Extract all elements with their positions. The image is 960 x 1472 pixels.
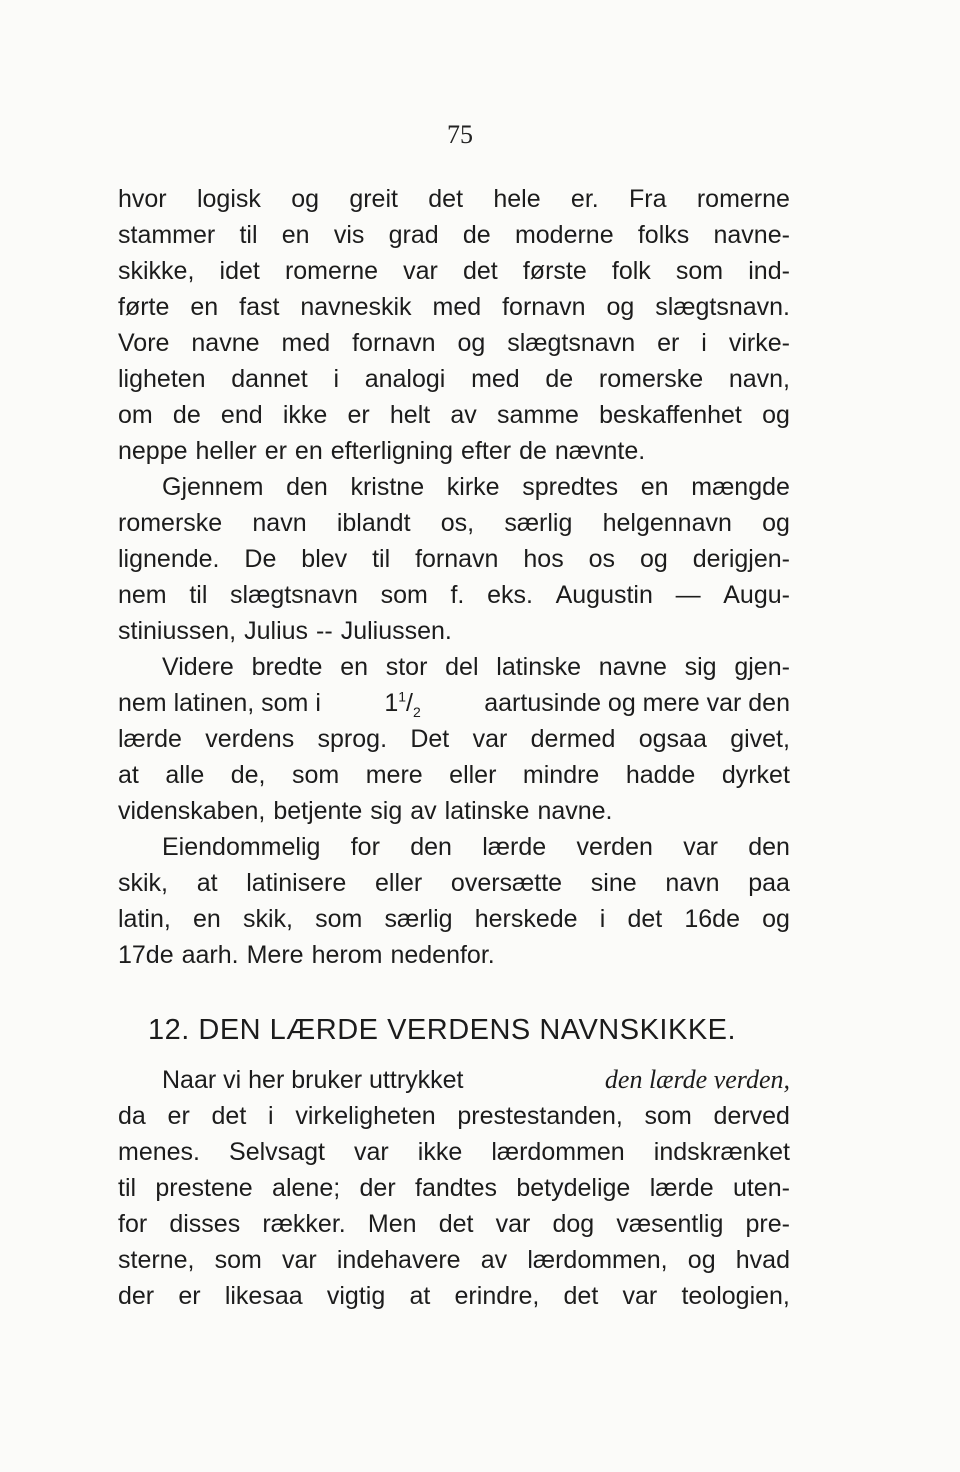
word: — xyxy=(675,581,701,609)
word: til xyxy=(118,1174,137,1202)
word: de, xyxy=(230,761,266,789)
word: med xyxy=(432,293,482,321)
word: hos xyxy=(523,545,564,573)
text-line xyxy=(118,1098,790,1134)
text-line xyxy=(118,397,790,433)
word: kristne xyxy=(350,473,425,501)
word: væsentlig xyxy=(616,1210,724,1238)
text-line xyxy=(118,505,790,541)
word: ind- xyxy=(748,257,790,285)
word: var xyxy=(354,1138,389,1166)
word: sprog. xyxy=(317,725,388,753)
word: skik, xyxy=(118,869,168,897)
word: sig xyxy=(684,653,717,681)
word: Vore xyxy=(118,329,170,357)
word: blev xyxy=(301,545,348,573)
word: paa xyxy=(748,869,790,897)
word: romerske xyxy=(118,509,223,537)
word: de xyxy=(462,221,491,249)
word: gjen- xyxy=(734,653,790,681)
word: særlig xyxy=(504,509,573,537)
text-line xyxy=(118,541,790,577)
word: likesaa xyxy=(224,1282,303,1310)
text-line-with-fraction xyxy=(118,685,790,721)
word: Fra xyxy=(629,185,667,213)
word: lærde xyxy=(118,725,182,753)
text-line xyxy=(118,1278,790,1314)
word: indehavere xyxy=(336,1246,461,1274)
word: eller xyxy=(374,869,423,897)
word: hvor xyxy=(118,185,167,213)
page-number: 75 xyxy=(447,120,473,149)
word: ikke xyxy=(282,401,328,429)
text-line xyxy=(118,1170,790,1206)
text-line xyxy=(118,433,790,469)
word: eller xyxy=(449,761,497,789)
word: stor xyxy=(385,653,428,681)
word: samme xyxy=(497,401,579,429)
word: de xyxy=(172,401,201,429)
word: Augu- xyxy=(723,581,790,609)
word: mere xyxy=(365,761,423,789)
word: erindre, xyxy=(454,1282,540,1310)
word: der xyxy=(118,1282,155,1310)
word: med xyxy=(471,365,520,393)
word: sterne, xyxy=(118,1246,195,1274)
word: latinske xyxy=(444,797,530,825)
word: latinisere xyxy=(246,869,347,897)
word: beskaffenhet xyxy=(599,401,742,429)
word: herskede xyxy=(474,905,578,933)
word: givet, xyxy=(730,725,790,753)
word: som xyxy=(292,761,340,789)
word: folks xyxy=(637,221,690,249)
word: oversætte xyxy=(450,869,563,897)
word: slægtsnavn xyxy=(507,329,636,357)
text-line xyxy=(118,793,790,829)
word: en xyxy=(294,437,323,465)
word: er xyxy=(264,437,287,465)
text-segment: Naar vi her bruker uttrykket xyxy=(162,1066,464,1094)
word: av xyxy=(410,797,437,825)
word: hadde xyxy=(625,761,696,789)
word: Selvsagt xyxy=(229,1138,325,1166)
word: og xyxy=(606,293,635,321)
word: til xyxy=(372,545,391,573)
word: vis xyxy=(333,221,365,249)
word: Eiendommelig xyxy=(162,833,321,861)
text-line xyxy=(118,361,790,397)
text-line-with-italic xyxy=(162,1062,790,1098)
word: og xyxy=(639,545,668,573)
word: var xyxy=(683,833,718,861)
fraction: $1^1/_2$ xyxy=(384,688,421,720)
word: lignende. xyxy=(118,545,220,573)
word: som xyxy=(644,1102,692,1130)
word: det xyxy=(462,257,498,285)
word: analogi xyxy=(364,365,446,393)
word: første xyxy=(522,257,587,285)
word: i xyxy=(333,365,340,393)
word: den xyxy=(410,833,452,861)
text-line xyxy=(118,325,790,361)
word: 17de xyxy=(118,941,174,969)
word: betydelige xyxy=(516,1174,631,1202)
text-line xyxy=(118,901,790,937)
text-line xyxy=(162,829,790,865)
word: navne- xyxy=(713,221,790,249)
word: del xyxy=(445,653,479,681)
text-line xyxy=(162,469,790,505)
word: stiniussen, xyxy=(118,617,237,645)
word: er xyxy=(167,1102,190,1130)
word: Det xyxy=(410,725,450,753)
word: i xyxy=(268,1102,274,1130)
word: iblandt xyxy=(336,509,411,537)
word: aarh. xyxy=(181,941,239,969)
word: dermed xyxy=(530,725,616,753)
section-heading: 12. DEN LÆRDE VERDENS NAVNSKIKKE. xyxy=(148,1014,737,1046)
word: romerske xyxy=(598,365,704,393)
word: latin, xyxy=(118,905,171,933)
word: fornavn xyxy=(352,329,436,357)
word: Men xyxy=(367,1210,417,1238)
word: hele xyxy=(493,185,541,213)
word: der xyxy=(359,1174,396,1202)
word: og xyxy=(291,185,319,213)
word: nem xyxy=(118,581,167,609)
word: for xyxy=(118,1210,148,1238)
word: skikke, xyxy=(118,257,195,285)
word: romerne xyxy=(284,257,379,285)
word: at xyxy=(118,761,139,789)
word: menes. xyxy=(118,1138,200,1166)
word: navne xyxy=(598,653,667,681)
word: hvad xyxy=(735,1246,790,1274)
word: den xyxy=(286,473,328,501)
word: en xyxy=(281,221,310,249)
word: heller xyxy=(195,437,257,465)
word: at xyxy=(196,869,218,897)
italic-phrase: den lærde verden, xyxy=(604,1065,790,1094)
word: særlig xyxy=(384,905,453,933)
word: verdens xyxy=(205,725,295,753)
text-line xyxy=(118,217,790,253)
word: til xyxy=(239,221,258,249)
word: mindre xyxy=(522,761,600,789)
word: disses xyxy=(169,1210,241,1238)
word: bredte xyxy=(251,653,323,681)
word: med xyxy=(281,329,331,357)
word: det xyxy=(428,185,464,213)
word: var xyxy=(495,1210,531,1238)
word: er xyxy=(347,401,370,429)
word: de xyxy=(545,365,574,393)
word: lærde xyxy=(482,833,547,861)
word: som xyxy=(214,1246,262,1274)
word: os, xyxy=(440,509,475,537)
word: mængde xyxy=(691,473,790,501)
word: f. xyxy=(450,581,465,609)
word: navn xyxy=(252,509,307,537)
word: os xyxy=(588,545,616,573)
word: da xyxy=(118,1102,146,1130)
word: var xyxy=(403,257,438,285)
word: fornavn xyxy=(502,293,586,321)
text-segment: nem latinen, som i xyxy=(118,689,321,717)
word: verden xyxy=(576,833,653,861)
word: de xyxy=(519,437,547,465)
word: ogsaa xyxy=(638,725,707,753)
word: er xyxy=(178,1282,201,1310)
text-line xyxy=(162,649,790,685)
word: alene; xyxy=(272,1174,341,1202)
text-line xyxy=(118,181,790,217)
text-line xyxy=(118,1242,790,1278)
word: om xyxy=(118,401,153,429)
word: en xyxy=(640,473,669,501)
word: av xyxy=(480,1246,508,1274)
word: fast xyxy=(239,293,280,321)
word: videnskaben, xyxy=(118,797,266,825)
text-segment: aartusinde og mere var den xyxy=(484,689,790,717)
word: vigtig xyxy=(326,1282,386,1310)
word: for xyxy=(350,833,380,861)
word: prestene xyxy=(155,1174,253,1202)
word: spredtes xyxy=(522,473,619,501)
word: Videre xyxy=(162,653,234,681)
word: eks. xyxy=(487,581,533,609)
word: 16de xyxy=(684,905,740,933)
word: efterligning xyxy=(330,437,454,465)
word: i xyxy=(599,905,606,933)
word: og xyxy=(762,509,790,537)
word: -- xyxy=(316,617,333,645)
text-line xyxy=(118,1206,790,1242)
word: navne. xyxy=(537,797,613,825)
word: navneskik xyxy=(300,293,412,321)
word: end xyxy=(220,401,263,429)
word: rækker. xyxy=(262,1210,346,1238)
word: derved xyxy=(713,1102,790,1130)
text-line xyxy=(118,1134,790,1170)
text-line xyxy=(118,577,790,613)
word: ikke xyxy=(417,1138,463,1166)
word: fornavn xyxy=(415,545,499,573)
word: navne xyxy=(191,329,260,357)
word: sine xyxy=(590,869,637,897)
word: helgennavn xyxy=(602,509,732,537)
word: av xyxy=(450,401,477,429)
word: indskrænket xyxy=(653,1138,790,1166)
text-line xyxy=(118,289,790,325)
word: lærdommen xyxy=(491,1138,625,1166)
word: greit xyxy=(349,185,398,213)
word: derigjen- xyxy=(692,545,790,573)
word: er. xyxy=(570,185,599,213)
word: var xyxy=(622,1282,658,1310)
word: at xyxy=(409,1282,431,1310)
word: herom xyxy=(311,941,383,969)
word: moderne xyxy=(514,221,614,249)
word: teologien, xyxy=(681,1282,790,1310)
word: Augustin xyxy=(555,581,653,609)
word: lærde xyxy=(649,1174,714,1202)
word: De xyxy=(244,545,277,573)
word: betjente xyxy=(273,797,363,825)
word: slægtsnavn. xyxy=(655,293,790,321)
word: som xyxy=(675,257,724,285)
text-line xyxy=(118,721,790,757)
word: er xyxy=(657,329,680,357)
word: var xyxy=(281,1246,317,1274)
word: lærdommen, xyxy=(527,1246,668,1274)
word: prestestanden, xyxy=(457,1102,623,1130)
word: romerne xyxy=(696,185,790,213)
word: i xyxy=(701,329,707,357)
word: en xyxy=(340,653,368,681)
word: efter xyxy=(461,437,512,465)
word: en xyxy=(192,905,221,933)
word: slægtsnavn xyxy=(230,581,358,609)
word: Julius xyxy=(244,617,309,645)
word: virke- xyxy=(728,329,790,357)
text-line xyxy=(118,613,790,649)
word: det xyxy=(563,1282,599,1310)
word: førte xyxy=(118,293,170,321)
text-line xyxy=(118,757,790,793)
word: det xyxy=(438,1210,474,1238)
word: kirke xyxy=(446,473,500,501)
word: dog xyxy=(552,1210,595,1238)
word: idet xyxy=(219,257,260,285)
word: og xyxy=(762,401,790,429)
word: og xyxy=(687,1246,716,1274)
word: det xyxy=(627,905,663,933)
word: grad xyxy=(388,221,439,249)
text-line xyxy=(118,865,790,901)
word: fandtes xyxy=(415,1174,498,1202)
word: som xyxy=(380,581,428,609)
word: neppe xyxy=(118,437,188,465)
word: og xyxy=(457,329,486,357)
word: helt xyxy=(389,401,431,429)
word: skik, xyxy=(242,905,293,933)
word: til xyxy=(189,581,208,609)
text-line xyxy=(118,937,790,973)
word: nedenfor. xyxy=(390,941,495,969)
word: uten- xyxy=(732,1174,790,1202)
word: navn, xyxy=(728,365,790,393)
word: folk xyxy=(611,257,651,285)
word: den xyxy=(748,833,790,861)
word: pre- xyxy=(745,1210,790,1238)
word: dannet xyxy=(231,365,308,393)
word: en xyxy=(190,293,219,321)
word: og xyxy=(762,905,790,933)
word: navn xyxy=(665,869,720,897)
word: virkeligheten xyxy=(295,1102,436,1130)
word: alle xyxy=(165,761,205,789)
word: stammer xyxy=(118,221,216,249)
text-line xyxy=(118,253,790,289)
word: Juliussen. xyxy=(340,617,452,645)
word: nævnte. xyxy=(554,437,646,465)
word: det xyxy=(211,1102,247,1130)
word: var xyxy=(472,725,508,753)
word: Gjennem xyxy=(162,473,264,501)
word: latinske xyxy=(496,653,582,681)
word: logisk xyxy=(196,185,261,213)
word: dyrket xyxy=(721,761,790,789)
word: som xyxy=(315,905,363,933)
word: sig xyxy=(370,797,403,825)
word: ligheten xyxy=(118,365,206,393)
word: Mere xyxy=(246,941,304,969)
